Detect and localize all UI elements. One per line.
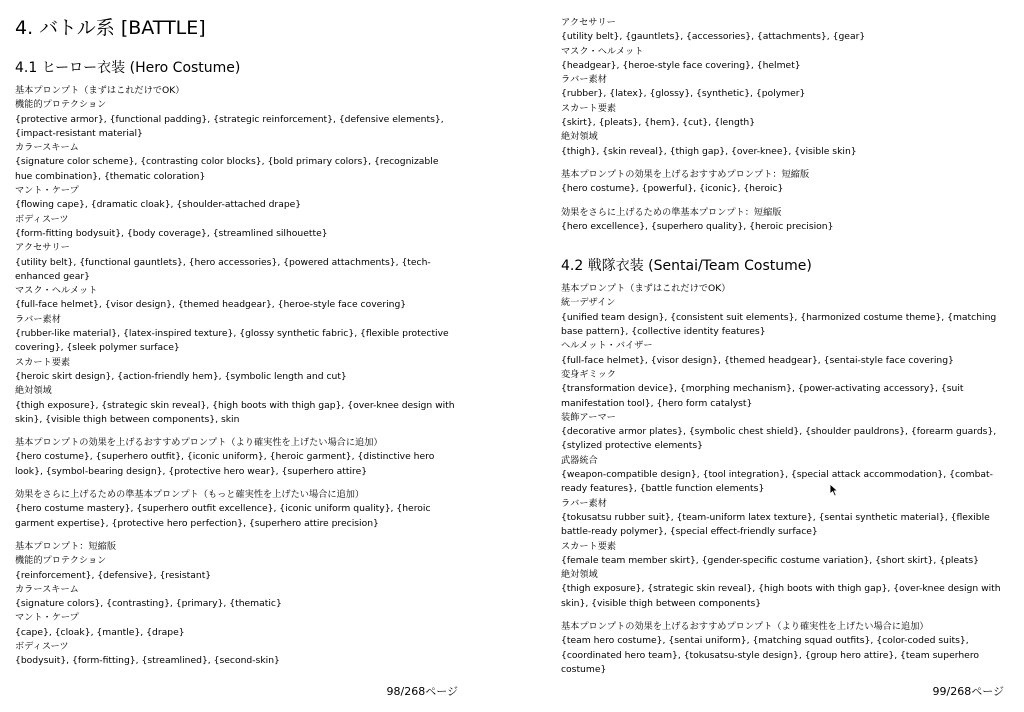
text-line: 基本プロンプトの効果を上げるおすすめプロンプト（より確実性を上げたい場合に追加） (15, 437, 383, 449)
text-line: 武器統合 (561, 454, 598, 466)
text-line: {protective armor}, {functional padding}, {strategic reinforcement}, {defensive elements}, {impact-resistant material} (15, 113, 444, 139)
text-line: {rubber-like material}, {latex-inspired texture}, {glossy synthetic fabric}, {flexible protective covering}, {sleek polymer surface} (15, 328, 449, 354)
text-line: 装飾アーマー (561, 411, 616, 423)
right-text-block-top (561, 16, 1001, 234)
paragraph-gap (561, 159, 1001, 168)
text-line: 絶対領域 (15, 385, 52, 397)
paragraph-gap (15, 427, 455, 436)
text-line: マント・ケープ (15, 185, 79, 197)
text-line: {decorative armor plates}, {symbolic chest shield}, {shoulder pauldrons}, {forearm guards}, {stylized protective elements} (561, 426, 997, 452)
text-line: {form-fitting bodysuit}, {body coverage}, {streamlined silhouette} (15, 227, 328, 239)
text-line: スカート要素 (561, 540, 617, 552)
paragraph-gap (15, 531, 455, 540)
section-title-sentai-costume: 4.2 戦隊衣装 (Sentai/Team Costume) (561, 258, 812, 275)
text-line: {transformation device}, {morphing mechanism}, {power-activating accessory}, {suit manifestation tool}, {hero form catalyst} (561, 383, 964, 409)
text-line: {heroic skirt design}, {action-friendly hem}, {symbolic length and cut} (15, 370, 347, 382)
page-number-left: 98/268ページ (386, 685, 458, 698)
left-text-block (15, 84, 455, 669)
text-line: {tokusatsu rubber suit}, {team-uniform latex texture}, {sentai synthetic material}, {flexible battle-ready polymer}, {special effect-friendly surface} (561, 511, 990, 538)
text-line: {rubber}, {latex}, {glossy}, {synthetic}, {polymer} (561, 88, 806, 100)
text-line: 効果をさらに上げるための準基本プロンプト（もっと確実性を上げたい場合に追加） (15, 489, 365, 501)
text-line: 変身ギミック (561, 368, 616, 380)
text-line: ラバー素材 (561, 74, 607, 86)
text-line: 基本プロンプト：短縮版 (15, 540, 117, 552)
text-line: マント・ケープ (15, 612, 79, 624)
section-spacer (561, 234, 1001, 256)
page-number-right: 99/268ページ (932, 685, 1004, 698)
text-line: {thigh exposure}, {strategic skin reveal}, {high boots with thigh gap}, {over-knee design with skin}, {visible thigh between components}, skin (15, 399, 455, 425)
right-text-block-bottom (561, 282, 1001, 677)
text-line: 絶対領域 (561, 569, 598, 581)
text-line: {bodysuit}, {form-fitting}, {streamlined}, {second-skin} (15, 655, 280, 667)
section-title-hero-costume: 4.1 ヒーロー衣装 (Hero Costume) (15, 60, 241, 76)
text-line: {skirt}, {pleats}, {hem}, {cut}, {length} (561, 117, 756, 129)
text-line: {team hero costume}, {sentai uniform}, {matching squad outfits}, {color-coded suits}, {coordinated hero team}, {tokusatsu-style design}, {group hero attire}, {team superhero costume} (561, 635, 980, 675)
text-line: マスク・ヘルメット (15, 285, 98, 297)
text-line: 効果をさらに上げるための準基本プロンプト：短縮版 (561, 206, 782, 218)
text-line: ラバー素材 (561, 497, 607, 509)
text-line: カラースキーム (15, 583, 79, 595)
text-line: ラバー素材 (15, 313, 61, 325)
text-line: ボディスーツ (15, 640, 69, 652)
text-line: {full-face helmet}, {visor design}, {themed headgear}, {heroe-style face covering} (15, 299, 407, 311)
text-line: スカート要素 (15, 356, 71, 368)
text-line: {thigh exposure}, {strategic skin reveal}, {high boots with thigh gap}, {over-knee design with skin}, {visible thigh between components} (561, 583, 1001, 609)
left-page-content (15, 16, 455, 669)
text-line: {headgear}, {heroe-style face covering}, {helmet} (561, 59, 801, 71)
text-line: {unified team design}, {consistent suit elements}, {harmonized costume theme}, {matching base pattern}, {collective identity features} (561, 311, 997, 338)
text-line: {hero costume}, {powerful}, {iconic}, {heroic} (561, 183, 784, 195)
text-line: {cape}, {cloak}, {mantle}, {drape} (15, 626, 185, 638)
text-line: カラースキーム (15, 142, 79, 154)
text-line: {utility belt}, {functional gauntlets}, {hero accessories}, {powered attachments}, {tech-enhanced gear} (15, 256, 431, 282)
text-line: 基本プロンプト（まずはこれだけでOK） (15, 85, 185, 96)
text-line: {full-face helmet}, {visor design}, {themed headgear}, {sentai-style face covering} (561, 354, 954, 366)
text-line: ボディスーツ (15, 213, 69, 225)
text-line: {flowing cape}, {dramatic cloak}, {shoulder-attached drape} (15, 199, 302, 211)
text-line: {signature colors}, {contrasting}, {primary}, {thematic} (15, 598, 282, 610)
text-line: 基本プロンプトの効果を上げるおすすめプロンプト：短縮版 (561, 168, 810, 180)
text-line: {signature color scheme}, {contrasting color blocks}, {bold primary colors}, {recognizable hue combination}, {thematic coloration} (15, 156, 439, 182)
mouse-pointer-icon (829, 483, 839, 497)
text-line: 統一デザイン (561, 297, 616, 309)
right-page-content (561, 16, 1001, 677)
text-line: {reinforcement}, {defensive}, {resistant} (15, 569, 212, 581)
text-line: {female team member skirt}, {gender-specific costume variation}, {short skirt}, {pleats} (561, 554, 979, 566)
paragraph-gap (15, 479, 455, 488)
text-line: スカート要素 (561, 102, 617, 114)
text-line: {hero costume}, {superhero outfit}, {iconic uniform}, {heroic garment}, {distinctive hero look}, {symbol-bearing design}, {protective hero wear}, {superhero attire} (15, 451, 435, 477)
text-line: マスク・ヘルメット (561, 45, 644, 57)
text-line: 機能的プロテクション (15, 555, 107, 567)
text-line: {utility belt}, {gauntlets}, {accessories}, {attachments}, {gear} (561, 31, 866, 43)
text-line: 機能的プロテクション (15, 99, 107, 111)
paragraph-gap (561, 197, 1001, 206)
text-line: {thigh}, {skin reveal}, {thigh gap}, {over-knee}, {visible skin} (561, 145, 857, 157)
text-line: 基本プロンプト（まずはこれだけでOK） (561, 283, 731, 295)
text-line: {hero costume mastery}, {superhero outfit excellence}, {iconic uniform quality}, {heroic garment expertise}, {protective hero perfection}, {superhero attire precision} (15, 503, 431, 529)
text-line: {hero excellence}, {superhero quality}, {heroic precision} (561, 220, 834, 232)
chapter-title: 4. バトル系 [BATTLE] (15, 17, 206, 39)
text-line: 基本プロンプトの効果を上げるおすすめプロンプト（より確実性を上げたい場合に追加） (561, 620, 929, 632)
text-line: {weapon-compatible design}, {tool integration}, {special attack accommodation}, {combat-ready features}, {battle function elements} (561, 469, 993, 495)
right-page (512, 0, 1024, 712)
text-line: アクセサリー (15, 242, 70, 254)
paragraph-gap (561, 611, 1001, 620)
text-line: ヘルメット・バイザー (561, 340, 653, 352)
text-line: 絶対領域 (561, 131, 598, 143)
text-line: アクセサリー (561, 17, 616, 28)
